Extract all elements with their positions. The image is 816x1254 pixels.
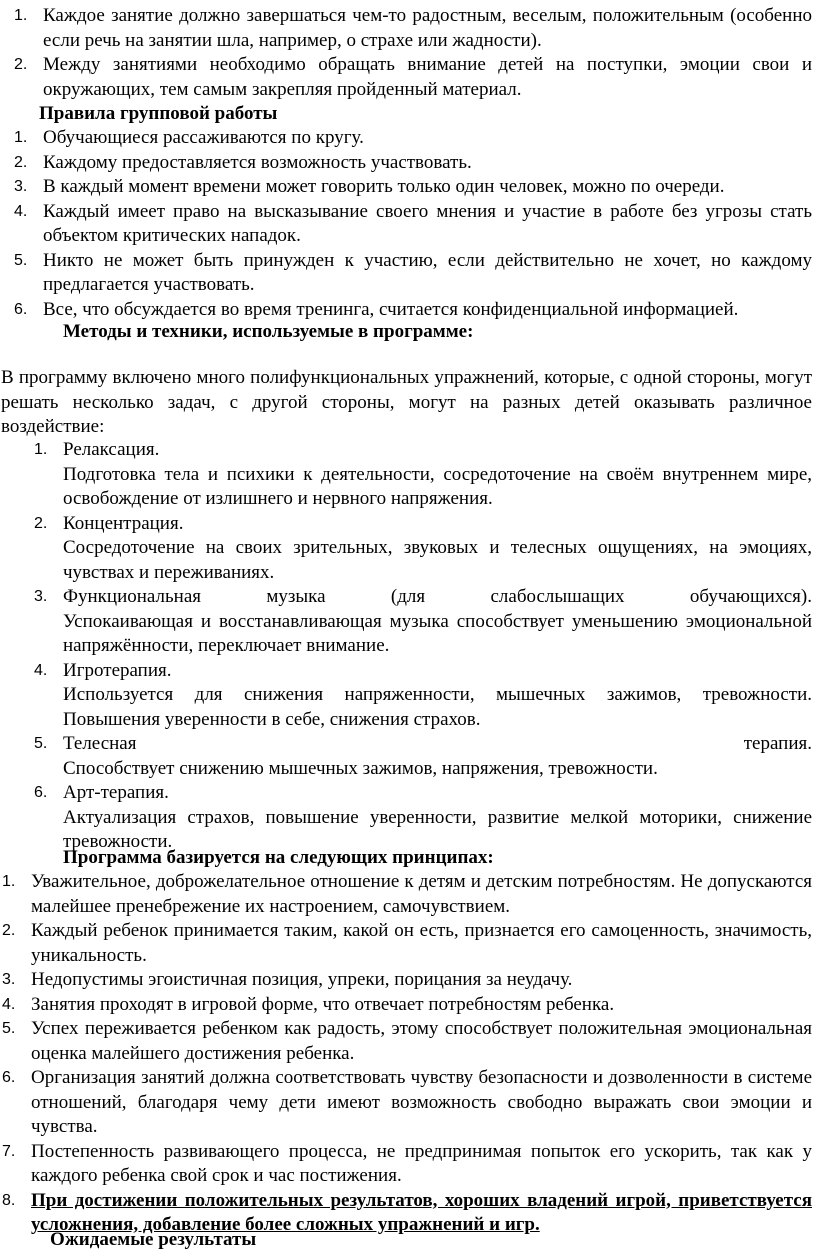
principles-heading: Программа базируется на следующих принципах: xyxy=(63,847,494,868)
list-item: 3. Недопустимы эгоистичная позиция, упреки, порицания за неудачу. xyxy=(2,969,573,990)
list-item: 8. При достижении положительных результатов, хороших владений игрой, приветствуется усложнения, добавление более сложных упражнений и игр. xyxy=(2,1189,812,1235)
list-item: 7. Постепенность развивающего процесса, не предпринимая попыток его ускорить, так как у каждого ребенка свой срок и час постижения. xyxy=(2,1140,812,1186)
list-item: 5. Успех переживается ребенком как радость, этому способствует положительная эмоциональная оценка малейшего достижения ребенка. xyxy=(2,1018,812,1064)
results-heading: Ожидаемые результаты xyxy=(50,1229,257,1250)
list-intro xyxy=(0,4,816,102)
list-item: 1. Каждое занятие должно завершаться чем-то радостным, веселым, положительным (особенно если речь на занятии шла, например, о страхе или жадности). xyxy=(14,5,812,51)
methods-list xyxy=(0,438,816,855)
list-item: 4. Каждый имеет право на высказывание своего мнения и участие в работе без угрозы стать объектом критических нападок. xyxy=(14,200,812,246)
rules-heading: Правила групповой работы xyxy=(39,103,278,124)
list-item: 4. Занятия проходят в игровой форме, что отвечает потребностям ребенка. xyxy=(2,993,615,1015)
list-item: 2. Между занятиями необходимо обращать внимание детей на поступки, эмоции свои и окружающих, тем самым закрепляя пройденный материал. xyxy=(14,54,812,100)
list-item: 1. Релаксация. Подготовка тела и психики к деятельности, сосредоточение на своём внутреннем мире, освобождение от излишнего и нервного напряжения. xyxy=(34,439,812,509)
list-item: 5. Телесная терапия. Способствует снижению мышечных зажимов, напряжения, тревожности. xyxy=(34,733,812,779)
list-item: 4. Игротерапия. Используется для снижения напряженности, мышечных зажимов, тревожности. Повышения уверенности в себе, снижения страхов. xyxy=(34,659,812,730)
list-item: 6. Арт-терапия. Актуализация страхов, повышение уверенности, развитие мелкой моторики, снижение тревожности. xyxy=(34,782,812,852)
list-item: 2. Каждый ребенок принимается таким, какой он есть, признается его самоценность, значимость, уникальность. xyxy=(2,920,812,966)
methods-heading: Методы и техники, используемые в программе: xyxy=(63,321,474,342)
list-item: 3. В каждый момент времени может говорить только один человек, можно по очереди. xyxy=(14,176,725,197)
list-item: 6. Организация занятий должна соответствовать чувству безопасности и дозволенности в системе отношений, благодаря чему дети имеют возможность свободно выражать свои эмоции и чувства. xyxy=(2,1067,812,1137)
list-item: 6. Все, что обсуждается во время тренинга, считается конфиденциальной информацией. xyxy=(14,298,739,320)
principles-list xyxy=(0,870,816,1238)
list-item: 2. Концентрация. Сосредоточение на своих зрительных, звуковых и телесных ощущениях, на эмоциях, чувствах и переживаниях. xyxy=(34,512,812,583)
list-item: 2. Каждому предоставляется возможность участвовать. xyxy=(14,151,472,173)
rules-list xyxy=(0,126,816,322)
list-item: 5. Никто не может быть принужден к участию, если действительно не хочет, но каждому предлагается участвовать. xyxy=(14,249,812,295)
methods-intro: В программу включено много полифункциональных упражнений, которые, с одной стороны, могут решать несколько задач, с другой стороны, могут на разных детей оказывать различное воздействие: xyxy=(1,367,812,437)
list-item: 1. Обучающиеся рассаживаются по кругу. xyxy=(14,127,364,148)
list-item: 3. Функциональная музыка (для слабослышащих обучающихся). Успокаивающая и восстанавливающая музыка способствует уменьшению эмоциональной напряжённости, переключает внимание. xyxy=(34,586,812,656)
list-item: 1. Уважительное, доброжелательное отношение к детям и детским потребностям. Не допускаются малейшее пренебрежение их настроением, самочувствием. xyxy=(2,871,812,917)
